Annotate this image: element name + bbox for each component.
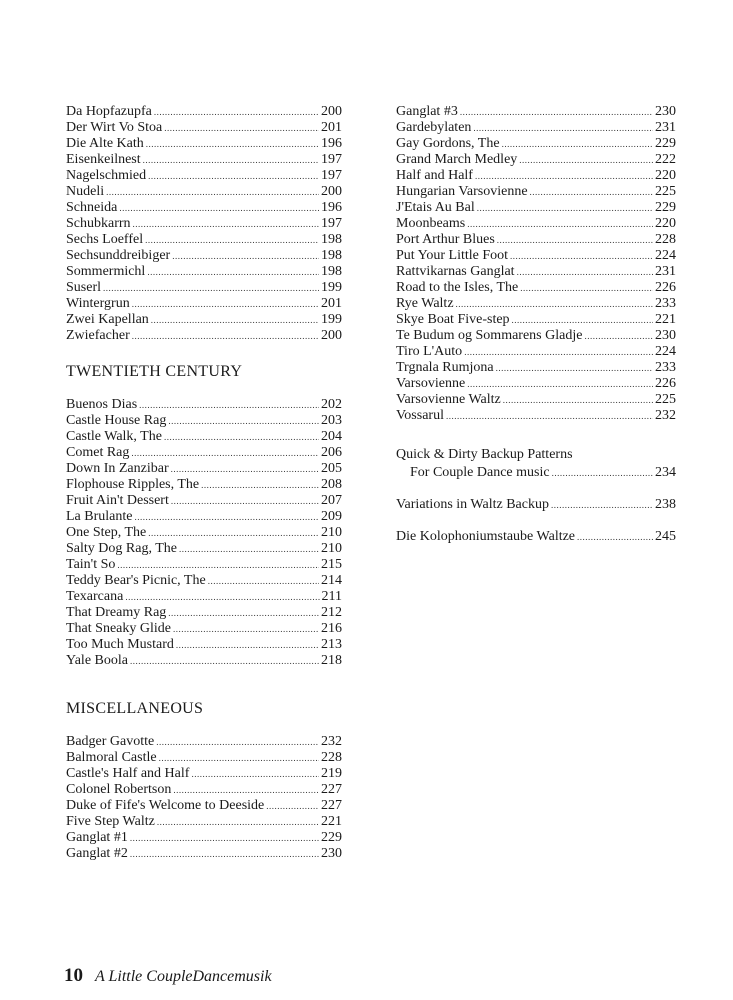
leader-dots [456, 296, 653, 312]
entry-title: Castle House Rag [66, 413, 167, 428]
toc-entry [396, 344, 676, 360]
entry-page: 233 [655, 296, 676, 311]
entry-title: Ganglat #2 [66, 846, 128, 861]
entry-page: 201 [321, 296, 342, 311]
leader-dots [132, 328, 319, 344]
entry-page: 205 [321, 461, 342, 476]
toc-entry [66, 525, 342, 541]
variations-entry [396, 496, 676, 514]
leader-dots [119, 200, 319, 216]
toc-entry [66, 445, 342, 461]
toc-entry [66, 296, 342, 312]
entry-title: Road to the Isles, The [396, 280, 519, 295]
leader-dots [157, 814, 319, 830]
leader-dots [584, 328, 653, 344]
toc-entry [66, 232, 342, 248]
entry-page: 209 [321, 509, 342, 524]
leader-dots [133, 216, 319, 232]
entry-page: 199 [321, 312, 342, 327]
entry-page: 199 [321, 280, 342, 295]
entry-page: 222 [655, 152, 676, 167]
backup-line-2 [396, 464, 676, 482]
leader-dots [139, 397, 319, 413]
toc-entry [66, 461, 342, 477]
leader-dots [130, 830, 319, 846]
leader-dots [510, 248, 653, 264]
toc-entry [66, 589, 342, 605]
entry-title: Half and Half [396, 168, 473, 183]
toc-entry [66, 493, 342, 509]
entry-title: Port Arthur Blues [396, 232, 495, 247]
toc-entry [66, 200, 342, 216]
toc-entry [66, 216, 342, 232]
toc-entry [66, 750, 342, 766]
entry-page: 220 [655, 216, 676, 231]
right-entries-list [396, 104, 676, 424]
leader-dots [475, 168, 653, 184]
variations-page: 238 [655, 497, 676, 512]
toc-entry [66, 509, 342, 525]
entry-title: Texarcana [66, 589, 124, 604]
leader-dots [106, 184, 319, 200]
entry-page: 216 [321, 621, 342, 636]
entry-page: 231 [655, 120, 676, 135]
entry-page: 208 [321, 477, 342, 492]
toc-entry [396, 360, 676, 376]
entry-title: Eisenkeilnest [66, 152, 141, 167]
entry-page: 231 [655, 264, 676, 279]
entry-title: J'Etais Au Bal [396, 200, 475, 215]
entry-title: Die Alte Kath [66, 136, 144, 151]
leader-dots [520, 280, 653, 296]
entry-page: 230 [655, 104, 676, 119]
entry-page: 200 [321, 184, 342, 199]
leader-dots [159, 750, 319, 766]
leader-dots [208, 573, 319, 589]
toc-entry [396, 376, 676, 392]
toc-entry [66, 104, 342, 120]
entry-page: 201 [321, 120, 342, 135]
entry-page: 230 [321, 846, 342, 861]
entry-page: 228 [321, 750, 342, 765]
page-number: 10 [64, 965, 83, 986]
leader-dots [125, 589, 319, 605]
entry-page: 196 [321, 136, 342, 151]
miscellaneous-list [66, 734, 342, 862]
entry-title: Der Wirt Vo Stoa [66, 120, 163, 135]
toc-entry [66, 328, 342, 344]
toc-entry [396, 136, 676, 152]
entry-page: 229 [655, 200, 676, 215]
entry-title: Sechs Loeffel [66, 232, 144, 247]
backup-line-1 [396, 446, 676, 464]
toc-entry [66, 264, 342, 280]
entry-title: La Brulante [66, 509, 133, 524]
leader-dots [473, 120, 653, 136]
entry-title: Yale Boola [66, 653, 128, 668]
entry-title: Schubkarrn [66, 216, 131, 231]
toc-entry [396, 168, 676, 184]
entry-title: Rattvikarnas Ganglat [396, 264, 515, 279]
entry-page: 207 [321, 493, 342, 508]
entry-title: Nagelschmied [66, 168, 147, 183]
toc-entry [396, 408, 676, 424]
leader-dots [467, 216, 653, 232]
entry-title: Sommermichl [66, 264, 146, 279]
entry-title: Fruit Ain't Dessert [66, 493, 169, 508]
entry-title: Ganglat #3 [396, 104, 458, 119]
entry-title: Too Much Mustard [66, 637, 174, 652]
backup-page: 234 [655, 465, 676, 480]
entry-title: Varsovienne Waltz [396, 392, 501, 407]
twentieth-century-list [66, 397, 342, 669]
toc-entry [66, 280, 342, 296]
variations-title: Variations in Waltz Backup [396, 497, 549, 512]
entry-title: Skye Boat Five-step [396, 312, 510, 327]
entry-title: Varsovienne [396, 376, 466, 391]
entry-page: 212 [321, 605, 342, 620]
page-footer [64, 966, 272, 987]
entry-page: 229 [655, 136, 676, 151]
leader-dots [552, 464, 653, 482]
toc-entry [66, 184, 342, 200]
entry-page: 211 [321, 589, 342, 604]
toc-entry [66, 541, 342, 557]
leader-dots [103, 280, 319, 296]
entry-page: 196 [321, 200, 342, 215]
toc-entry [66, 846, 342, 862]
entry-page: 230 [655, 328, 676, 343]
toc-entry [396, 184, 676, 200]
entry-title: One Step, The [66, 525, 147, 540]
entry-page: 206 [321, 445, 342, 460]
leader-dots [497, 232, 653, 248]
entry-title: Salty Dog Rag, The [66, 541, 177, 556]
toc-entry [396, 216, 676, 232]
leader-dots [201, 477, 319, 493]
twentieth-century-heading: TWENTIETH CENTURY [66, 363, 243, 380]
entry-page: 226 [655, 280, 676, 295]
entry-title: Colonel Robertson [66, 782, 172, 797]
leader-dots [117, 557, 319, 573]
entry-page: 225 [655, 392, 676, 407]
entry-page: 214 [321, 573, 342, 588]
entry-page: 219 [321, 766, 342, 781]
entry-page: 210 [321, 541, 342, 556]
leader-dots [577, 528, 653, 546]
entry-title: Wintergrun [66, 296, 130, 311]
entry-title: Moonbeams [396, 216, 466, 231]
entry-title: That Sneaky Glide [66, 621, 171, 636]
toc-entry [396, 200, 676, 216]
backup-title-line1: Quick & Dirty Backup Patterns [396, 447, 573, 462]
leader-dots [171, 461, 319, 477]
leader-dots [148, 525, 319, 541]
right-column [396, 104, 676, 546]
entry-title: Teddy Bear's Picnic, The [66, 573, 206, 588]
leader-dots [164, 120, 319, 136]
entry-page: 229 [321, 830, 342, 845]
leader-dots [519, 152, 653, 168]
toc-entry [66, 798, 342, 814]
entry-title: Sechsunddreibiger [66, 248, 171, 263]
leader-dots [168, 413, 319, 429]
entry-title: Five Step Waltz [66, 814, 155, 829]
entry-title: Gardebylaten [396, 120, 472, 135]
leader-dots [446, 408, 653, 424]
entry-page: 218 [321, 653, 342, 668]
leader-dots [179, 541, 319, 557]
leader-dots [132, 296, 319, 312]
toc-entry [396, 280, 676, 296]
kolophon-title: Die Kolophoniumstaube Waltze [396, 529, 576, 544]
toc-entry [66, 734, 342, 750]
entry-title: That Dreamy Rag [66, 605, 167, 620]
entry-title: Rye Waltz [396, 296, 454, 311]
entry-page: 197 [321, 152, 342, 167]
leader-dots [168, 605, 319, 621]
entry-title: Tain't So [66, 557, 116, 572]
toc-entry [66, 814, 342, 830]
toc-entry [66, 782, 342, 798]
leader-dots [266, 798, 319, 814]
entry-page: 225 [655, 184, 676, 199]
toc-entry [66, 766, 342, 782]
toc-entry [66, 168, 342, 184]
leader-dots [156, 734, 319, 750]
entry-page: 202 [321, 397, 342, 412]
leader-dots [172, 248, 319, 264]
entry-page: 215 [321, 557, 342, 572]
leader-dots [146, 136, 319, 152]
toc-entry [66, 152, 342, 168]
leader-dots [147, 264, 319, 280]
leader-dots [154, 104, 319, 120]
leader-dots [173, 782, 319, 798]
entry-title: Put Your Little Foot [396, 248, 509, 263]
entry-title: Tiro L'Auto [396, 344, 463, 359]
leader-dots [171, 493, 319, 509]
entry-title: Zwei Kapellan [66, 312, 149, 327]
leader-dots [151, 312, 319, 328]
toc-entry [66, 248, 342, 264]
entry-page: 224 [655, 344, 676, 359]
kolophon-entry [396, 528, 676, 546]
entry-page: 197 [321, 216, 342, 231]
entry-page: 210 [321, 525, 342, 540]
toc-entry [396, 232, 676, 248]
toc-entry [396, 392, 676, 408]
entry-title: Flophouse Ripples, The [66, 477, 200, 492]
toc-entry [66, 120, 342, 136]
leader-dots [477, 200, 653, 216]
toc-entry [66, 312, 342, 328]
toc-entry [396, 264, 676, 280]
entry-page: 227 [321, 782, 342, 797]
toc-entry [396, 296, 676, 312]
entry-title: Trgnala Rumjona [396, 360, 494, 375]
entry-title: Buenos Dias [66, 397, 138, 412]
kolophon-line [396, 528, 676, 546]
leader-dots [530, 184, 653, 200]
entry-title: Zwiefacher [66, 328, 130, 343]
entry-page: 221 [321, 814, 342, 829]
toc-entry [396, 328, 676, 344]
toc-entry [66, 429, 342, 445]
entry-title: Grand March Medley [396, 152, 518, 167]
leader-dots [502, 136, 653, 152]
toc-entry [396, 248, 676, 264]
toc-entry [66, 397, 342, 413]
entry-page: 204 [321, 429, 342, 444]
leader-dots [134, 509, 319, 525]
entry-title: Suserl [66, 280, 101, 295]
entry-title: Nudeli [66, 184, 105, 199]
entry-page: 213 [321, 637, 342, 652]
toc-entry [396, 312, 676, 328]
leader-dots [173, 621, 319, 637]
entry-page: 200 [321, 104, 342, 119]
toc-entry [396, 152, 676, 168]
entry-page: 227 [321, 798, 342, 813]
entry-title: Duke of Fife's Welcome to Deeside [66, 798, 265, 813]
toc-entry [66, 413, 342, 429]
leader-dots [551, 496, 653, 514]
entry-title: Vossarul [396, 408, 444, 423]
entry-title: Castle's Half and Half [66, 766, 190, 781]
entry-page: 198 [321, 248, 342, 263]
entry-title: Ganglat #1 [66, 830, 128, 845]
leader-dots [467, 376, 653, 392]
entry-title: Balmoral Castle [66, 750, 157, 765]
entry-title: Te Budum og Sommarens Gladje [396, 328, 583, 343]
toc-entry [66, 830, 342, 846]
leader-dots [496, 360, 653, 376]
entry-page: 197 [321, 168, 342, 183]
toc-entry [396, 120, 676, 136]
leader-dots [191, 766, 319, 782]
leader-dots [131, 445, 319, 461]
leader-dots [512, 312, 653, 328]
toc-entry [66, 557, 342, 573]
toc-entry [66, 573, 342, 589]
entry-page: 198 [321, 264, 342, 279]
entry-page: 200 [321, 328, 342, 343]
entry-title: Gay Gordons, The [396, 136, 500, 151]
leader-dots [145, 232, 319, 248]
leader-dots [464, 344, 653, 360]
top-entries-list [66, 104, 342, 344]
book-title: A Little CoupleDancemusik [95, 968, 272, 985]
leader-dots [148, 168, 319, 184]
entry-title: Down In Zanzibar [66, 461, 169, 476]
toc-entry [66, 605, 342, 621]
entry-title: Badger Gavotte [66, 734, 155, 749]
entry-title: Hungarian Varsovienne [396, 184, 528, 199]
entry-page: 228 [655, 232, 676, 247]
leader-dots [130, 653, 319, 669]
entry-page: 224 [655, 248, 676, 263]
leader-dots [164, 429, 319, 445]
entry-title: Castle Walk, The [66, 429, 162, 444]
entry-page: 220 [655, 168, 676, 183]
kolophon-page: 245 [655, 529, 676, 544]
toc-entry [66, 637, 342, 653]
entry-page: 198 [321, 232, 342, 247]
backup-title-line2: For Couple Dance music [410, 465, 550, 480]
leader-dots [130, 846, 319, 862]
leader-dots [176, 637, 319, 653]
miscellaneous-heading: MISCELLANEOUS [66, 700, 204, 717]
leader-dots [517, 264, 653, 280]
entry-page: 221 [655, 312, 676, 327]
toc-entry [66, 621, 342, 637]
entry-page: 203 [321, 413, 342, 428]
left-column [66, 104, 342, 862]
leader-dots [460, 104, 653, 120]
toc-entry [66, 477, 342, 493]
leader-dots [503, 392, 653, 408]
variations-line [396, 496, 676, 514]
toc-entry [66, 136, 342, 152]
entry-page: 226 [655, 376, 676, 391]
toc-entry [66, 653, 342, 669]
entry-title: Schneida [66, 200, 118, 215]
toc-entry [396, 104, 676, 120]
entry-page: 232 [321, 734, 342, 749]
entry-page: 233 [655, 360, 676, 375]
leader-dots [143, 152, 319, 168]
entry-title: Da Hopfazupfa [66, 104, 152, 119]
entry-page: 232 [655, 408, 676, 423]
entry-title: Comet Rag [66, 445, 130, 460]
backup-patterns-entry [396, 446, 676, 482]
